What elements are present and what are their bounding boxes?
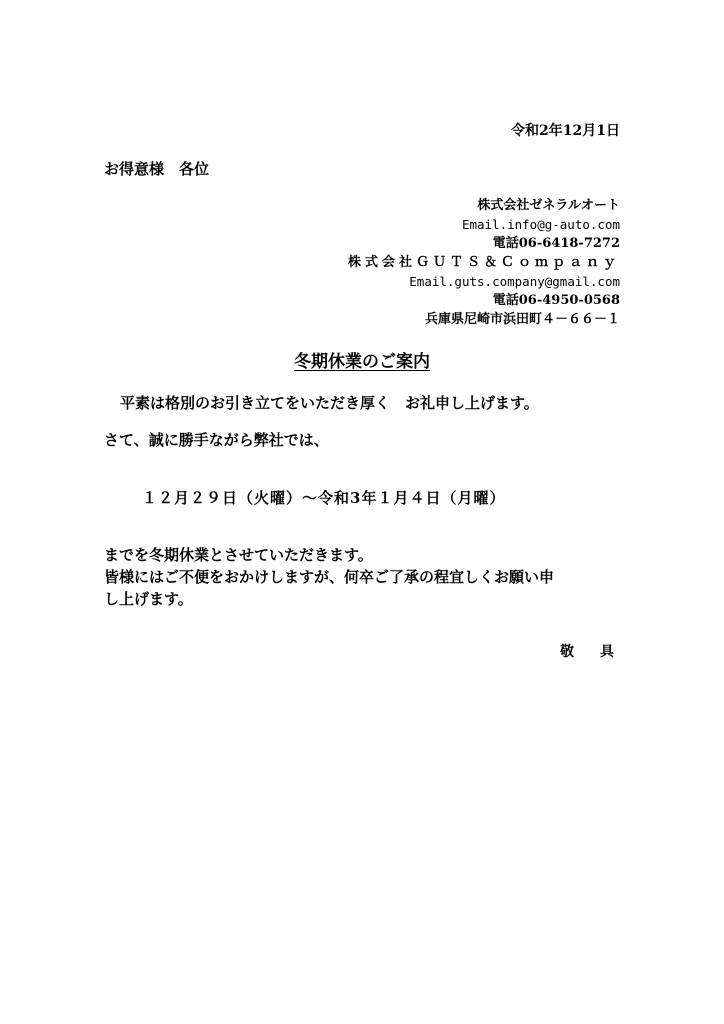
sender-block: [348, 196, 620, 329]
sender-email-2: Email.guts.company@gmail.com: [409, 274, 620, 289]
sender-company-1: 株式会社ゼネラルオート: [477, 198, 620, 213]
sender-company-2: 株式会社ＧＵＴＳ＆Ｃｏｍｐａｎｙ: [347, 255, 620, 270]
sender-phone-2: 電話06-4950-0568: [492, 293, 620, 308]
letter-date: 令和2年12月1日: [511, 123, 620, 139]
closing-line-2: 皆様にはご不便をおかけしますが、何卒ご了承の程宜しくお願い申: [104, 568, 555, 586]
document-title-text: 冬期休業のご案内: [294, 352, 430, 372]
recipient-line: お得意様 各位: [104, 160, 210, 178]
intro-paragraph: さて、誠に勝手ながら弊社では、: [104, 431, 329, 449]
sign-off: 敬 具: [560, 644, 620, 660]
document-title: [0, 347, 724, 372]
sender-phone-1: 電話06-6418-7272: [492, 236, 620, 251]
closing-line-1: までを冬期休業とさせていただきます。: [104, 546, 373, 564]
sender-email-1: Email.info@g-auto.com: [461, 217, 620, 232]
greeting-paragraph: 平素は格別のお引き立てをいただき厚く お礼申し上げます。: [120, 394, 539, 412]
closing-line-3: し上げます。: [104, 590, 193, 608]
holiday-period: １２月２９日（火曜）～令和3年１月４日（月曜）: [142, 489, 506, 507]
sender-address: 兵庫県尼崎市浜田町４－６６－１: [424, 312, 620, 327]
